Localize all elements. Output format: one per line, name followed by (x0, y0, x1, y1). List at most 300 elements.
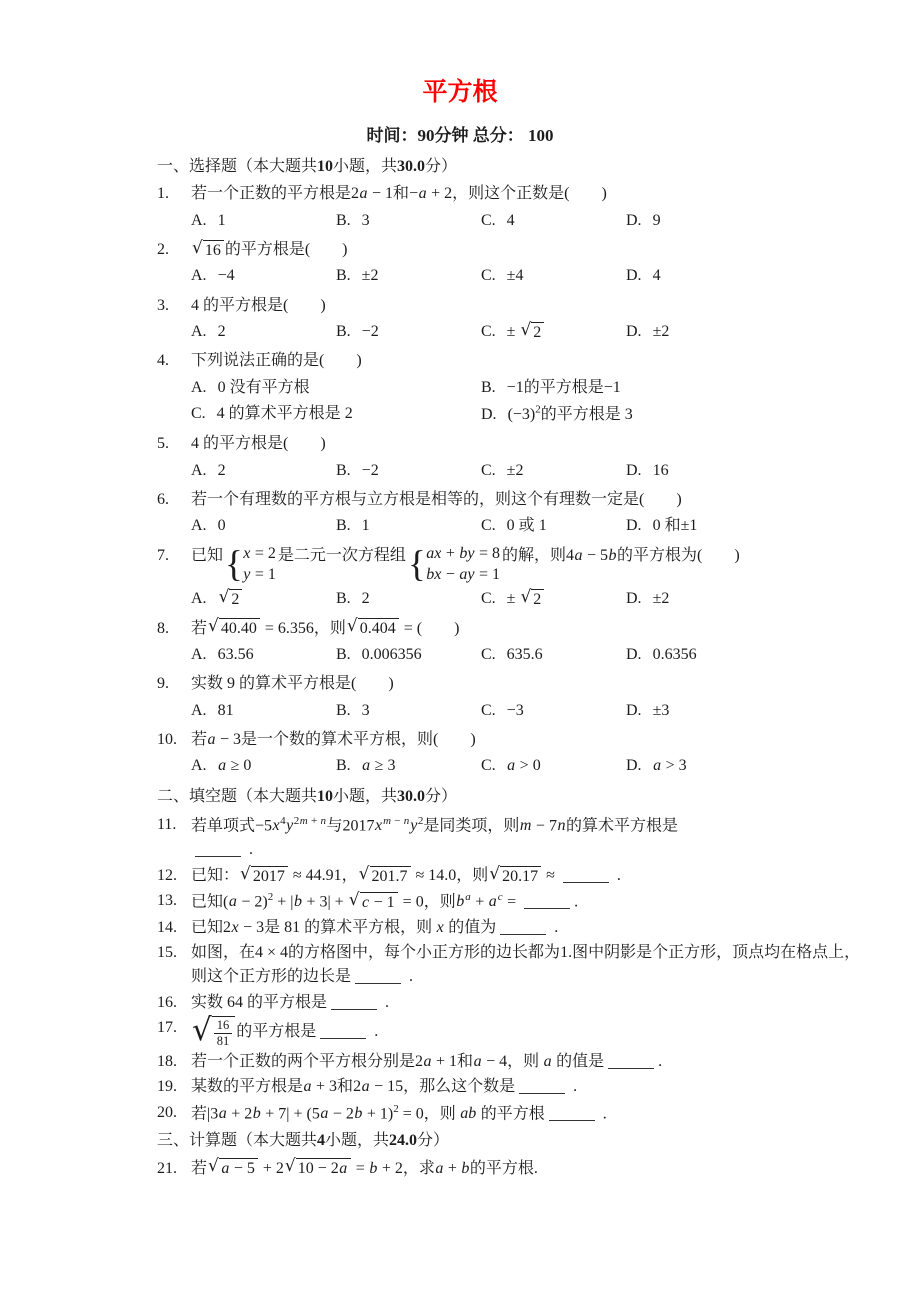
math-expression (223, 919, 264, 936)
text-run: 是一个数的算术平方根，则( ) (241, 730, 476, 748)
math-variable: b (456, 893, 465, 911)
math-literal: 2017 (342, 817, 375, 835)
text-run: 已知 (191, 893, 224, 911)
math-expression (298, 1160, 348, 1177)
vinculum (370, 866, 411, 887)
question (157, 294, 863, 349)
math-literal: 3 (361, 211, 370, 229)
text-run: 的值是 (552, 1052, 605, 1070)
text-run: 若 (191, 730, 208, 748)
math-literal: −2 (361, 461, 379, 479)
question-content (191, 672, 863, 727)
math-literal: 0 (506, 517, 515, 535)
superscript (294, 815, 327, 827)
math-expression (653, 517, 661, 534)
math-expression (218, 212, 226, 229)
text-run: 的平方根是( ) (224, 240, 348, 258)
math-literal: 2 (535, 403, 541, 416)
math-literal: ±4 (506, 267, 524, 285)
math-expression (539, 517, 547, 534)
option-content (218, 587, 244, 609)
text-run: ，则 (456, 866, 489, 884)
radical-sign-icon: √ (348, 890, 360, 911)
question-number: 21. (157, 1159, 177, 1177)
math-expression (435, 1160, 470, 1177)
math-variable: x (436, 918, 444, 936)
math-literal: 0.6356 (652, 645, 697, 663)
text-run: 的平方根是( ) (199, 435, 326, 453)
section-number: 4 (317, 1132, 326, 1150)
math-expression (217, 405, 225, 422)
math-expression (507, 646, 543, 663)
question-content (191, 916, 863, 940)
math-expression (303, 1078, 337, 1095)
math-literal: + 2 (227, 1104, 253, 1122)
text-run: ，则 (423, 893, 456, 911)
option (336, 699, 481, 723)
math-literal: −1 (506, 378, 524, 396)
options-grid (191, 699, 863, 723)
math-variable: a (418, 185, 427, 203)
math-literal: = 2 (250, 544, 276, 562)
text-run: 的解，则 (501, 546, 566, 564)
question-content (191, 941, 863, 990)
text-run: 的平方根. (469, 1159, 538, 1177)
sqrt-radical (358, 863, 411, 887)
option (191, 402, 481, 428)
math-variable: a (488, 893, 497, 911)
question-number: 14. (157, 918, 177, 936)
text-run: 和 (457, 1052, 474, 1070)
math-expression (205, 242, 221, 259)
math-expression (255, 944, 288, 961)
question-number: 8. (157, 619, 169, 637)
option-label: C. (481, 267, 496, 285)
math-literal: + 2 (258, 1159, 284, 1177)
math-literal: = 1 (250, 565, 276, 583)
option-label: A. (191, 322, 207, 340)
math-expression (255, 817, 280, 834)
question-number: 11. (157, 815, 177, 833)
math-expression (362, 212, 370, 229)
option (626, 209, 863, 233)
math-expression (360, 620, 396, 637)
math-variable: by (459, 544, 475, 562)
math-literal: + (441, 544, 459, 562)
math-literal: 2 (351, 185, 360, 203)
option-label: C. (481, 322, 496, 340)
math-expression (460, 1105, 477, 1122)
math-literal: 2 (415, 1052, 424, 1070)
option-content (507, 757, 541, 774)
option-label: D. (481, 406, 497, 424)
math-literal: − (409, 185, 419, 203)
radical-sign-icon: √ (240, 863, 251, 884)
radical-sign-icon: √ (346, 616, 358, 637)
answer-blank (500, 919, 546, 934)
math-variable: x (272, 817, 280, 835)
option (481, 699, 626, 723)
question-content (191, 182, 863, 237)
option (481, 459, 626, 483)
option-label: C. (481, 701, 496, 719)
question-number: 9. (157, 675, 169, 693)
math-expression (507, 323, 520, 340)
text-run: 的算术平方根是 (224, 404, 345, 422)
question-number: 10. (157, 730, 177, 748)
math-expression (362, 702, 370, 719)
answer-blank (355, 969, 401, 984)
math-literal: ±2 (652, 590, 670, 608)
question-number: 1. (157, 185, 169, 203)
math-literal: + (308, 814, 320, 827)
option-content (653, 267, 661, 284)
math-literal: + 2 (427, 185, 453, 203)
math-variable: x (374, 817, 383, 835)
math-literal: 63.56 (217, 645, 254, 663)
math-literal: 4 (280, 814, 286, 827)
math-variable: c (497, 891, 503, 904)
math-literal: 16 (204, 241, 221, 259)
math-variable: a (423, 1052, 432, 1070)
text-run: 的值为 (444, 918, 497, 936)
math-literal: + (443, 1159, 461, 1177)
math-expression (533, 324, 541, 341)
option-label: D. (626, 517, 642, 535)
math-variable: y (286, 817, 294, 835)
option-content (362, 590, 370, 607)
math-literal: − 2 (328, 1104, 354, 1122)
option-content (218, 379, 310, 396)
math-literal: −5 (255, 817, 273, 835)
math-literal: −3 (506, 701, 524, 719)
math-literal: 10 − 2 (297, 1160, 339, 1178)
question-number: 20. (157, 1103, 177, 1121)
math-variable: a (303, 1078, 312, 1096)
option (336, 320, 481, 344)
math-literal: − 3 (239, 918, 265, 936)
option (481, 754, 626, 778)
option (626, 459, 863, 483)
math-literal: |3 (207, 1104, 219, 1122)
sqrt-radical (489, 863, 541, 887)
option-label: A. (191, 645, 207, 663)
math-expression (273, 893, 347, 910)
text-run: . (370, 1023, 379, 1041)
math-expression (383, 815, 410, 827)
math-literal: 4 (566, 546, 574, 564)
math-literal: 1 (217, 211, 226, 229)
text-run: . (245, 841, 253, 859)
math-literal: = 6.356 (260, 619, 314, 637)
math-literal: − (441, 565, 459, 583)
math-variable: a (207, 730, 216, 748)
question-number: 15. (157, 944, 177, 962)
math-expression (231, 591, 239, 608)
question (157, 728, 863, 783)
section-header: 二、填空题（本大题共10小题，共30.0分） (157, 788, 458, 806)
math-variable: ay (459, 565, 475, 583)
option (191, 514, 336, 538)
math-literal: 201.7 (371, 867, 408, 885)
text-run: 的算术平方根是 (565, 817, 678, 835)
math-expression (191, 297, 199, 314)
option-label: D. (626, 211, 642, 229)
math-literal: 2 (353, 1078, 362, 1096)
math-expression (400, 620, 460, 637)
math-literal: 2017 (252, 867, 285, 885)
text-run: ， (341, 866, 358, 884)
math-variable: b (354, 1104, 363, 1122)
math-expression (207, 731, 241, 748)
question (157, 432, 863, 487)
math-literal: 2 (217, 322, 226, 340)
section-number: 10 (317, 158, 334, 175)
math-expression (362, 323, 379, 340)
text-run: ，则 (313, 619, 346, 637)
math-variable: a (228, 893, 237, 911)
math-expression (399, 1105, 424, 1122)
question-number: 5. (157, 435, 169, 453)
math-expression (519, 817, 566, 834)
math-expression (507, 517, 515, 534)
math-literal: 2 (231, 591, 240, 609)
question (157, 182, 863, 237)
math-literal: + 1) (362, 1104, 394, 1122)
question (157, 1050, 863, 1074)
math-literal: ±2 (652, 322, 670, 340)
option-content (218, 462, 226, 479)
math-variable: a (465, 891, 471, 904)
question-number: 12. (157, 866, 177, 884)
option-content (218, 517, 226, 534)
option-content (506, 587, 546, 609)
option-label: D. (626, 645, 642, 663)
radical-sign-icon: √ (520, 587, 532, 608)
math-literal: 20.17 (502, 867, 539, 885)
radical-sign-icon: √ (192, 1011, 212, 1048)
option-content (653, 462, 669, 479)
vinculum (531, 322, 544, 343)
radical-sign-icon: √ (489, 863, 501, 884)
text-run: 的平方根为( ) (617, 546, 740, 564)
question-content (191, 238, 863, 293)
options-grid (191, 209, 863, 233)
math-variable: a (507, 757, 516, 775)
option (191, 754, 336, 778)
math-literal: = (503, 893, 521, 911)
math-literal: − 1 (368, 185, 394, 203)
question (157, 238, 863, 293)
math-expression (218, 379, 226, 396)
text-run: 的平方根是 (523, 378, 604, 396)
option-content (218, 702, 234, 719)
question-number: 6. (157, 491, 169, 509)
math-literal: 635.6 (506, 645, 543, 663)
option-content (507, 403, 633, 424)
option (336, 264, 481, 288)
option (191, 209, 336, 233)
math-expression (653, 212, 661, 229)
text-run: . (574, 893, 579, 911)
option-content (507, 517, 547, 534)
math-expression (261, 620, 314, 637)
question-content (191, 488, 863, 543)
question-content (191, 813, 863, 863)
math-literal: 4 (652, 267, 661, 285)
math-literal: 0.404 (359, 620, 396, 638)
option-label: D. (626, 461, 642, 479)
option-content (653, 757, 687, 774)
question-content (191, 864, 863, 888)
math-expression (289, 867, 342, 884)
vinculum (219, 618, 260, 639)
vinculum (296, 1158, 351, 1179)
option (336, 587, 481, 611)
math-variable: a (435, 1159, 444, 1177)
math-expression (560, 944, 572, 961)
answer-blank (549, 1106, 595, 1121)
question-content (191, 617, 863, 672)
answer-blank (320, 1024, 366, 1039)
system-row (243, 544, 276, 565)
math-variable: b (369, 1159, 378, 1177)
math-expression (507, 462, 524, 479)
equation-system (225, 544, 276, 586)
math-expression (399, 893, 424, 910)
math-variable: b (461, 1159, 470, 1177)
option-content (507, 646, 543, 663)
math-expression (352, 1160, 403, 1177)
math-expression (243, 545, 276, 562)
question-content (191, 1011, 863, 1049)
question-content (191, 1157, 863, 1181)
text-run: ，则 (423, 1104, 460, 1122)
exam-meta-line: 时间：90分钟 总分： 100 (366, 126, 554, 145)
math-literal: > 3 (661, 757, 687, 775)
vinculum (219, 1158, 258, 1179)
text-run: 是同类项，则 (423, 817, 520, 835)
text-run: 的平方根是 (236, 1023, 317, 1041)
sqrt-radical (208, 618, 260, 639)
math-variable: a (361, 1078, 370, 1096)
math-expression (372, 868, 408, 885)
options-grid (191, 587, 863, 611)
math-expression (218, 646, 254, 663)
option (336, 643, 481, 667)
math-expression (507, 379, 524, 396)
math-literal: > 0 (515, 757, 541, 775)
math-expression (362, 646, 422, 663)
system-rows (426, 544, 500, 586)
option-content (362, 323, 379, 340)
question-content (191, 349, 863, 431)
text-run: 图中阴影是个正方形，顶点均在格点上，则这个正方形的边长是 (191, 944, 861, 986)
radical-sign-icon: √ (358, 863, 370, 884)
option-content (507, 702, 524, 719)
math-literal: 2 (223, 918, 232, 936)
option-content (362, 646, 422, 663)
option-content (217, 405, 353, 422)
fraction-numerator: 16 (214, 1018, 233, 1034)
option-content (507, 212, 515, 229)
option (336, 514, 481, 538)
math-expression (426, 566, 500, 583)
math-variable: b (252, 1104, 261, 1122)
math-expression (342, 817, 382, 834)
math-literal: 2 (533, 323, 542, 341)
math-literal: 3 (361, 701, 370, 719)
math-expression (191, 435, 199, 452)
question-content (191, 728, 863, 783)
text-run: 某数的平方根是 (191, 1078, 304, 1096)
text-run: ，则 (507, 1052, 544, 1070)
math-expression (508, 406, 536, 423)
text-run: 实数 9 的算术平方根是( ) (191, 675, 394, 693)
math-literal: − 1 (369, 894, 395, 912)
math-literal: ±1 (680, 517, 698, 535)
question-content (191, 544, 863, 616)
option (191, 320, 336, 344)
math-expression (653, 323, 670, 340)
math-expression (653, 646, 697, 663)
math-literal: ± (506, 322, 520, 340)
vinculum (531, 589, 544, 610)
option-content (653, 323, 670, 340)
option-label: B. (336, 645, 351, 663)
math-expression (218, 702, 234, 719)
option (336, 754, 481, 778)
option-content (218, 757, 252, 774)
math-expression (566, 547, 617, 564)
option (336, 459, 481, 483)
text-run: 若单项式 (191, 817, 256, 835)
question-list (157, 155, 863, 1181)
radical-sign-icon: √ (284, 1156, 296, 1177)
sqrt-radical (347, 618, 399, 639)
option (626, 754, 863, 778)
vinculum (212, 1016, 236, 1049)
math-expression (221, 1160, 255, 1177)
math-expression (653, 590, 670, 607)
question-content (191, 991, 863, 1015)
sqrt-radical (192, 1011, 235, 1049)
option-content (362, 462, 379, 479)
sqrt-radical (219, 589, 243, 610)
question (157, 1101, 863, 1127)
option-label: A. (191, 378, 207, 396)
sqrt-radical (208, 1158, 258, 1179)
question-content (191, 1075, 863, 1099)
math-literal: 1 (538, 517, 547, 535)
math-expression (221, 620, 257, 637)
answer-blank (519, 1079, 565, 1094)
math-expression (353, 1078, 403, 1095)
math-variable: m (299, 814, 308, 827)
sqrt-radical (240, 863, 288, 887)
radical-sign-icon: √ (208, 1156, 219, 1177)
text-run: . (658, 1052, 663, 1070)
option (626, 514, 863, 538)
text-run: 已知 (191, 918, 224, 936)
math-literal: 2 (293, 814, 300, 827)
option-label: D. (626, 267, 642, 285)
math-literal: − 2) (237, 893, 268, 911)
option-content (362, 212, 370, 229)
radical-sign-icon: √ (192, 237, 203, 258)
math-expression (294, 815, 327, 827)
math-expression (412, 867, 457, 884)
